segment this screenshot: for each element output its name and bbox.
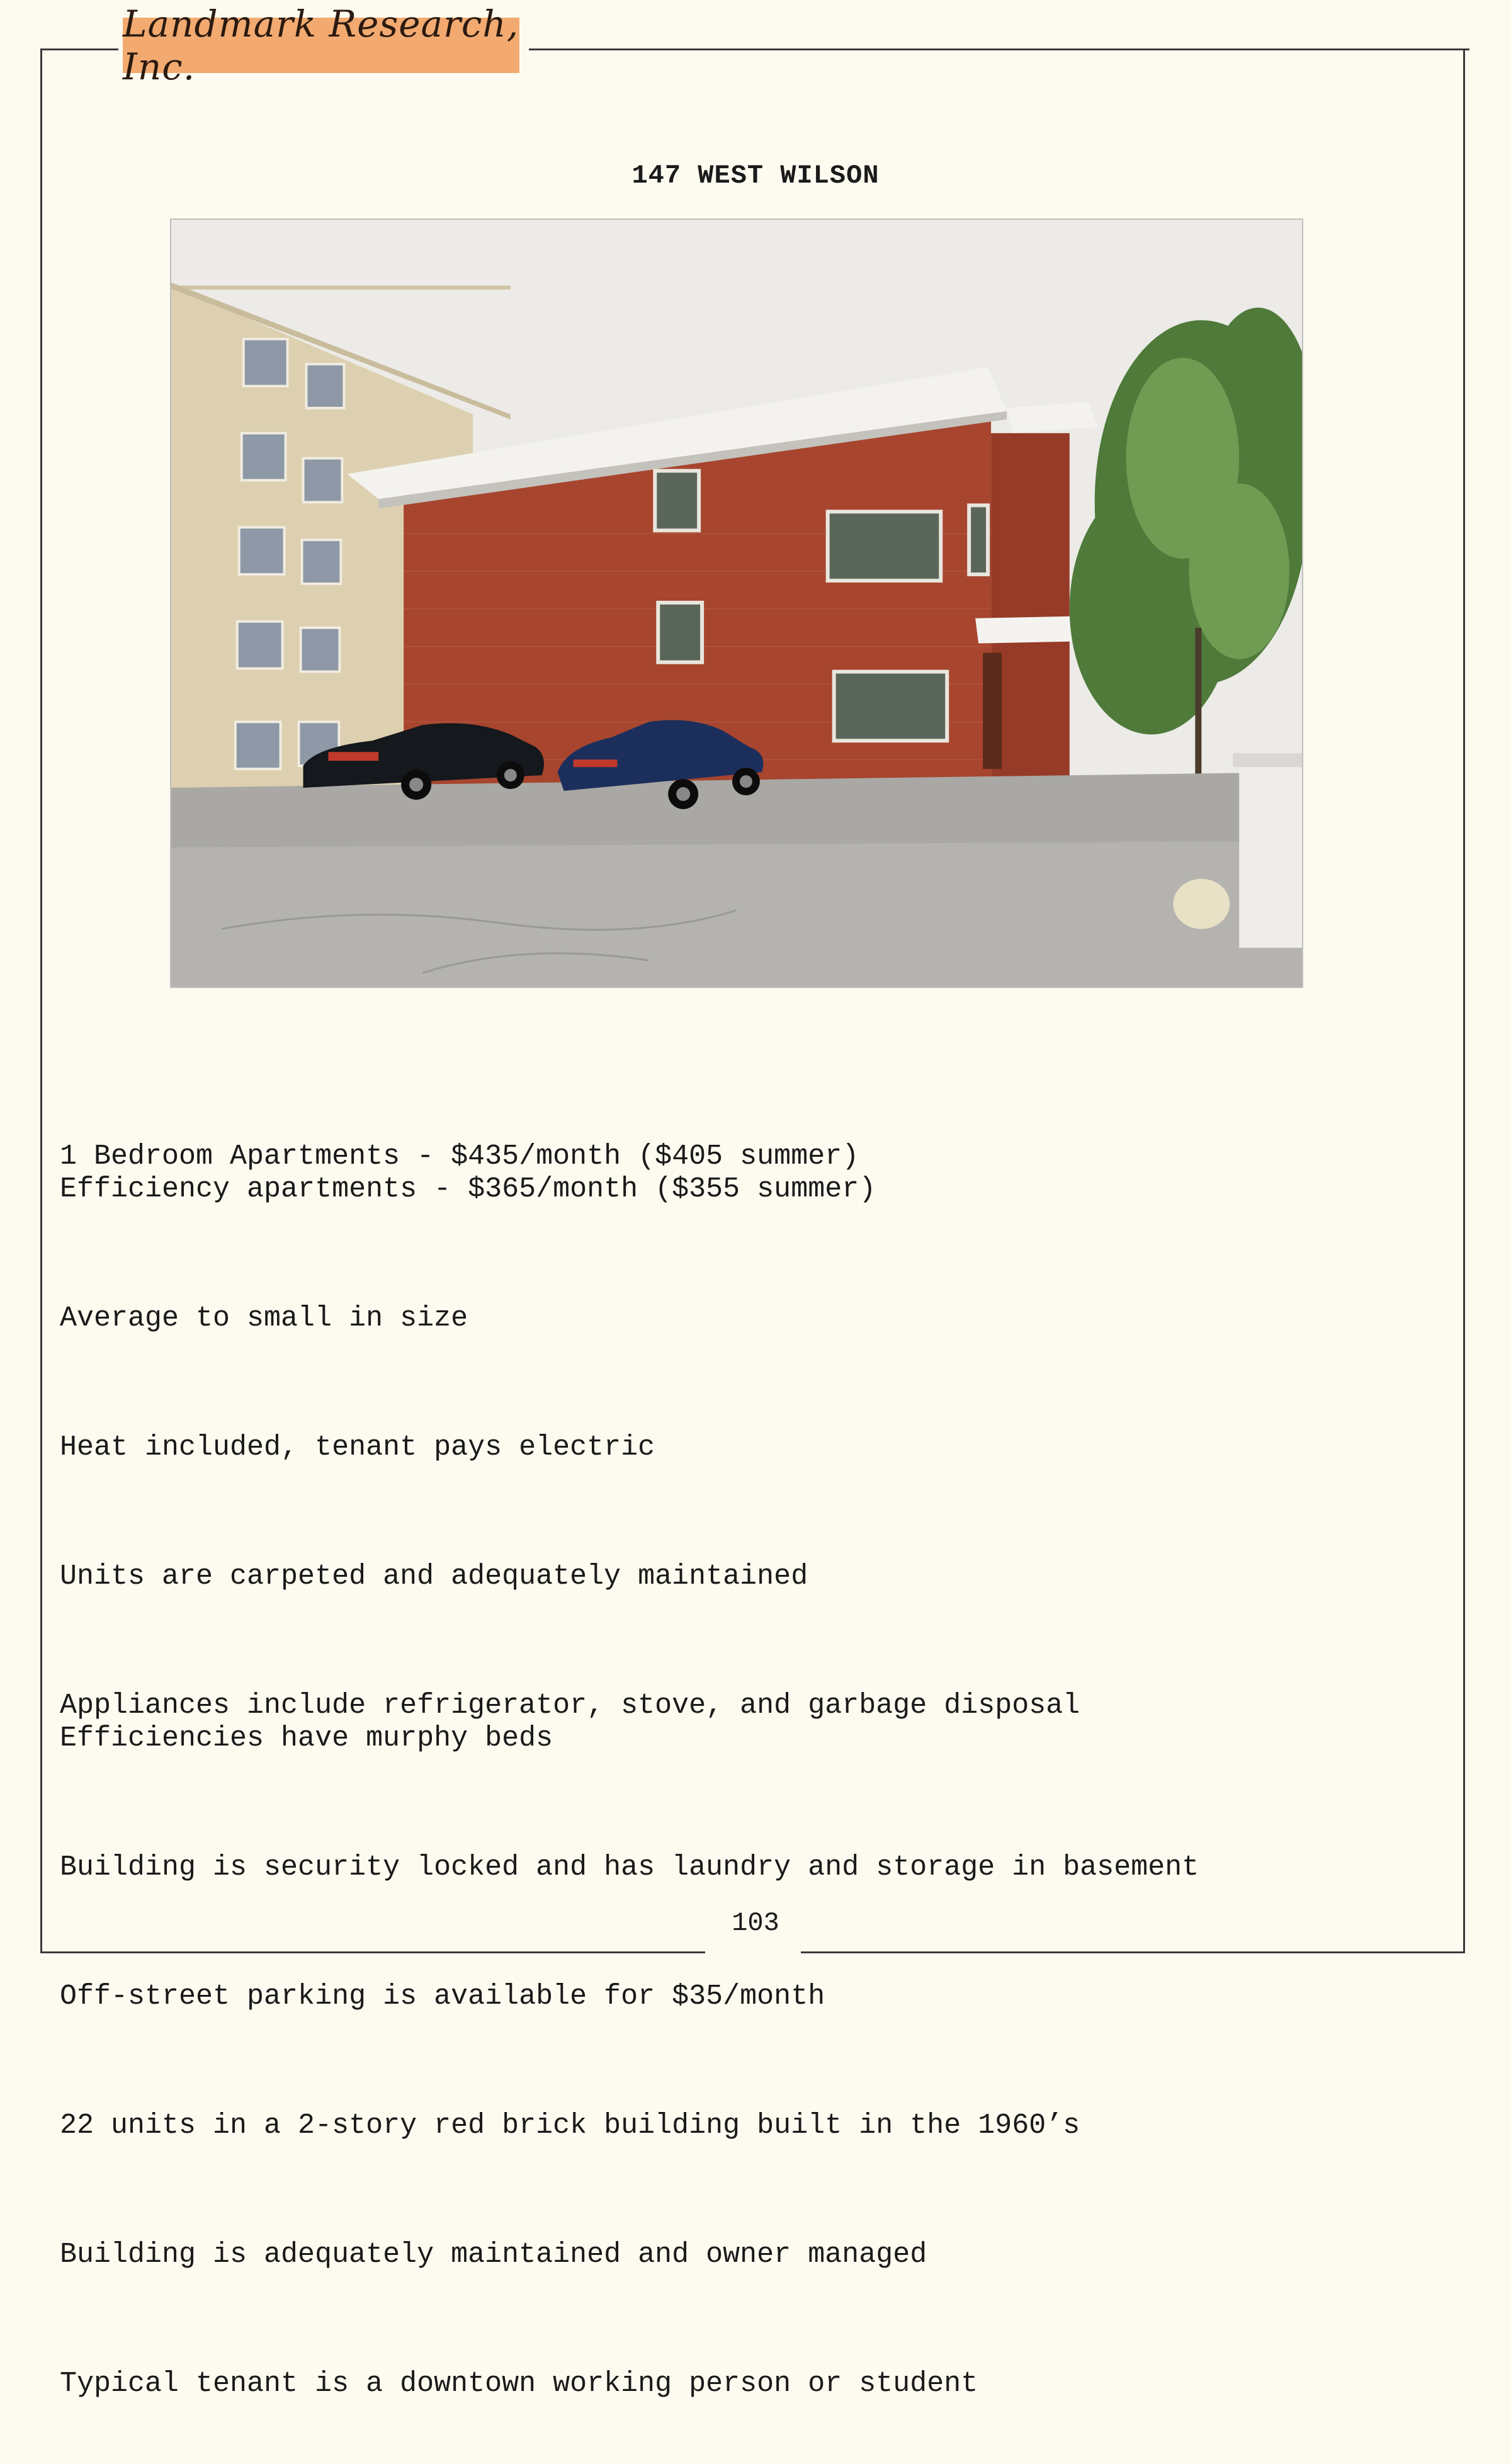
condition-paragraph (60, 1560, 1445, 1593)
building-photo (170, 219, 1303, 988)
utilities-paragraph (60, 1431, 1445, 1464)
units-paragraph (60, 2109, 1445, 2142)
text-line: 22 units in a 2-story red brick building built in the 1960’s (60, 2109, 1080, 2142)
page-number: 103 (732, 1908, 779, 1938)
text-line: Efficiency apartments - $365/month ($355 summer) (60, 1173, 876, 1205)
text-line: Building is adequately maintained and owner managed (60, 2239, 927, 2271)
frame-right (1463, 48, 1465, 1953)
appliances-paragraph (60, 1689, 1445, 1755)
text-line: Units are carpeted and adequately maintained (60, 1560, 808, 1593)
management-paragraph (60, 2239, 1445, 2271)
text-line: Average to small in size (60, 1302, 468, 1334)
text-line: Appliances include refrigerator, stove, and garbage disposal (60, 1689, 1080, 1722)
text-line: 1 Bedroom Apartments - $435/month ($405 summer) (60, 1140, 859, 1172)
text-line: Building is security locked and has laundry and storage in basement (60, 1851, 1199, 1883)
frame-left (40, 48, 42, 1953)
security-paragraph (60, 1851, 1445, 1884)
frame-top-left (40, 48, 118, 50)
text-line: Off-street parking is available for $35/month (60, 1980, 825, 2013)
text-line: Efficiencies have murphy beds (60, 1722, 553, 1754)
description-text (60, 1075, 1445, 2464)
parking-paragraph (60, 1980, 1445, 2013)
tenant-paragraph (60, 2368, 1445, 2400)
company-logo: Landmark Research, Inc. (123, 3, 519, 88)
pricing-paragraph (60, 1140, 1445, 1206)
page-title: 147 WEST WILSON (631, 161, 880, 191)
text-line: Heat included, tenant pays electric (60, 1431, 655, 1463)
frame-top-right (529, 48, 1469, 50)
text-line: Typical tenant is a downtown working person or student (60, 2368, 978, 2400)
size-paragraph (60, 1302, 1445, 1335)
